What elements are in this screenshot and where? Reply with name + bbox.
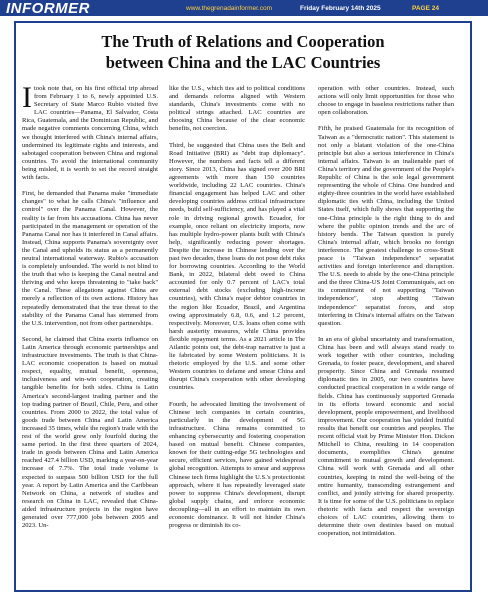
paragraph: In an era of global uncertainty and transformation, China has been and will always stand ready to work together with other countries, including Grenada, to foster peace, development, and shared prosperity. Since China and Grenada resumed diplomatic ties in 2005, our two countries have conducted practical cooperation in a wide range of fields. China has continuously supported Grenada in its efforts toward economic and social development, people empowerment, and livelihood improvement. Our cooperation has yielded fruitful results that benefit our countries and peoples. The recent official visit by Prime Minister Hon. Dickon Mitchell to China, resulting in 14 cooperation documents, exemplifies China's genuine commitment to mutual growth and development. China will work with Grenada and all other countries, keeping in mind the well-being of the entire humanity, transcending estrangement and conflict, and jointly striving for shared prosperity. It is time for some of the U.S. politicians to replace rhetoric with facts and respect the sovereign choices of LAC countries, allowing them to determine their own destinies based on mutual cooperation, not intimidation. (318, 335, 454, 538)
headline-line-2: between China and the LAC Countries (105, 53, 381, 72)
newspaper-header-bar (0, 0, 488, 16)
paragraph: Second, he claimed that China exerts influence on Latin America through economic partnerships and infrastructure investments. The truth is that China-LAC economic cooperation is based on mutual respect, equality, mutual benefit, openness, inclusiveness and win-win cooperation, creating tangible benefits for both sides. China is Latin America's second-largest trading partner and the top trading partner of Brazil, Chile, Peru, and other countries. From 2000 to 2022, the total value of goods trade between China and Latin America increased 35 times, while the region's trade with the rest of the world grew only fourfold during the same period. In the first three quarters of 2024, trade in goods between China and Latin America reached 427.4 billion USD, marking a year-on-year increase of 7.7%. The total trade volume is expected to surpass 500 billion USD for the full year. A report by Latin America and the Caribbean Network on China, a network of studies and research on China in LAC, revealed that China-aided infrastructure projects in the region have generated over 777,000 jobs between 2005 and 2023. Un- (22, 335, 158, 530)
paragraph: operation with other countries. Instead, such actions will only limit opportunities for those who choose to engage in baseless restrictions rather than open collaboration. (318, 85, 454, 117)
article-frame (14, 21, 472, 592)
paragraph: like the U.S., which ties aid to political conditions and demands reforms aligned with Western standards, China's investments come with no political strings attached. LAC countries are choosing China because of the clear economic benefits, not coercion. (169, 85, 305, 133)
article-column-1 (22, 85, 158, 585)
article-column-3 (318, 85, 454, 585)
newspaper-logo: INFORMER (6, 0, 90, 17)
paragraph: Fifth, he praised Guatemala for its recognition of Taiwan as a "democratic nation". This statement is not only a blatant violation of the one-China principle but also a serious interference in China's internal affairs. Taiwan is an inalienable part of China's territory and the government of the People's Republic of China is the sole legal government representing the whole of China. One hundred and eighty-three countries in the world have established diplomatic ties with China, including the United States itself, which fully shows that supporting the one-China principle is the right thing to do and where the public opinion trends and the arc of history bends. The Taiwan question is purely China's internal affair, which brooks no foreign interference. The greatest challenge to cross-Strait peace is "Taiwan independence" separatist activities and foreign interference and disruption. The U.S. needs to abide by the one-China principle and the three China-US Joint Communiqués, act on its commitment of not supporting "Taiwan independence", stop abetting "Taiwan independence" separatist forces, and stop interfering in China's internal affairs on the Taiwan question. (318, 125, 454, 327)
drop-cap: I (22, 85, 32, 114)
paragraph: First, he demanded that Panama make "immediate changes" to what he calls China's "influence and control" over the Panama Canal. However, the reality is far from his accusations. China has never participated in the management or operation of the Panama Canal nor has it interfered in Canal affairs. Instead, China supports Panama's sovereignty over the Canal and upholds its status as a permanently neutral international waterway. Rubio's accusation is completely unfounded. The world is not blind to the truth that who is keeping the Canal neutral and thriving and who keeps threatening to "take back" the Canal. These allegations against China are merely a reflection of its own actions. History has repeatedly demonstrated that the true threat to the stability of the Panama Canal has stemmed from the U.S. intervention, not from other partnerships. (22, 190, 158, 327)
website-url[interactable]: www.thegrenadainformer.com (186, 4, 272, 12)
headline-line-1: The Truth of Relations and Cooperation (101, 32, 385, 51)
paragraph: Fourth, he advocated limiting the involvement of Chinese tech companies in certain countries, particularly in the development of 5G infrastructure. China remains committed to enhancing cybersecurity and fostering cooperation based on mutual benefit. Chinese companies, known for their cutting-edge 5G technologies and secure, efficient services, have gained widespread global recognition. Attempts to smear and suppress Chinese tech firms highlight the U.S.'s protectionist approach, where it has repeatedly leveraged state power to suppress China's development, disrupt global supply chains, and enforce economic decoupling—all in an effort to maintain its own economic dominance. It will not hinder China's progress or diminish its co- (169, 400, 305, 530)
article-headline (16, 31, 470, 73)
page-number: PAGE 24 (412, 4, 439, 12)
paragraph: Third, he suggested that China uses the Belt and Road Initiative (BRI) as "debt trap diplomacy". However, the numbers and facts tell a different story. Since 2013, China has signed over 200 BRI agreements with more than 150 countries worldwide, including 22 LAC countries. China's financial engagement has helped LAC and other developing countries address critical infrastructure needs, build self-sufficiency, and has played a vital role in driving regional growth. Ecuador, for example, once reliant on electricity imports, now has multiple hydro-power plants built with China's help, significantly reducing power shortages. Despite the increase in Chinese lending over the past two decades, these loans do not pose debt risks for borrowing countries. According to the World Bank, in 2022, bilateral debt owed to China accounted for only 0.7 percent of LAC's total external debt stocks (excluding high-income countries), with China's major debtor countries in the region like Ecuador, Brazil, and Argentina owing approximately 6.8, 0.6, and 1.2 percent, respectively. Moreover, U.S. loans often come with harsh austerity measures, while China provides flexible repayment terms. As a 2021 article in The Atlantic points out, the debt-trap narrative is just a lie fabricated by some Western politicians. It is rhetoric employed by the U.S. and some other Western countries to defame and smear China and disrupt China's cooperation with other developing countries. (169, 141, 305, 392)
paragraph: Itook note that, on his first official trip abroad from February 1 to 6, newly appointed U.S. Secretary of State Marco Rubio visited five LAC countries—Panama, El Salvador, Costa Rica, Guatemala, and the Dominican Republic, and made negative comments concerning China, which we thought interfered with China's internal affairs, undermined its legitimate rights and interests, and sabotaged cooperation between China and regional countries. To avoid the international community being misled, it is worth to set the record straight with facts. (22, 85, 158, 182)
issue-date: Friday February 14th 2025 (300, 4, 381, 12)
article-column-2 (169, 85, 305, 585)
